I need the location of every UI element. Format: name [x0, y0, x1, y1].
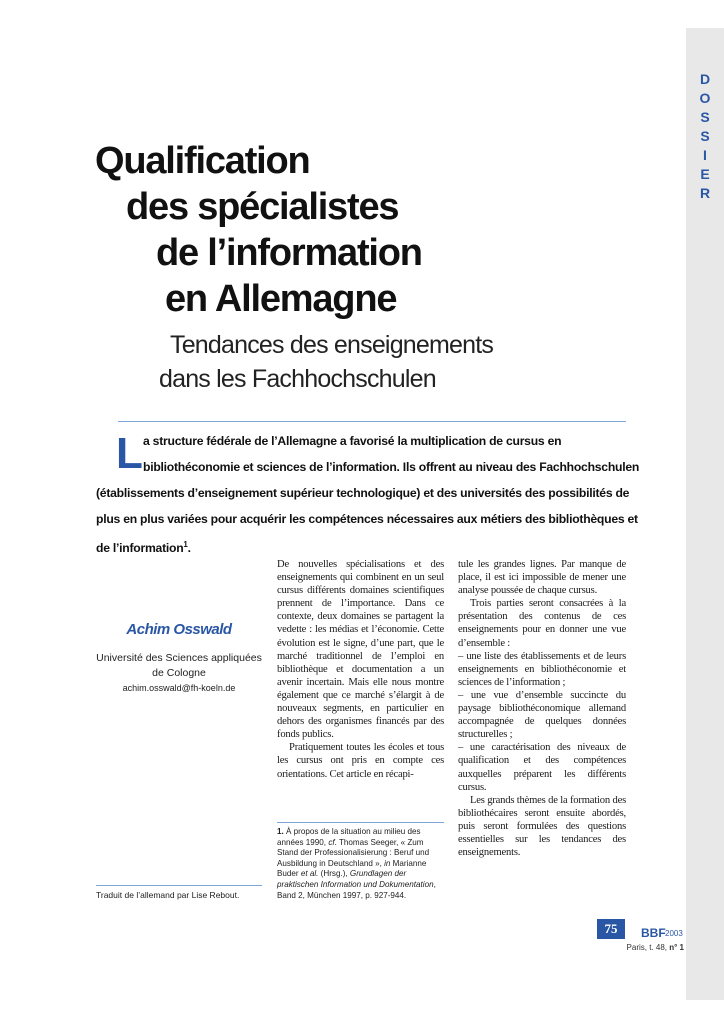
- title-line-1: Qualification: [95, 140, 310, 182]
- page-number: 75: [597, 919, 625, 939]
- lead-line-2: bibliothéconomie et sciences de l’information. Ils offrent au niveau des Fachhochschulen: [143, 460, 640, 474]
- journal-year: 2003: [665, 929, 683, 938]
- title-rule: [118, 421, 626, 422]
- lead-line-3: (établissements d’enseignement supérieur technologique) et des universités des possibilités de: [96, 486, 630, 500]
- lead-line-1: a structure fédérale de l’Allemagne a favorisé la multiplication de cursus en: [143, 434, 562, 448]
- footnote: 1. À propos de la situation au milieu des années 1990, cf. Thomas Seeger, « Zum Stand der Professionalisierung : Beruf und Ausbildung in Deutschland », in Marianne Buder et al. (Hrsg.), Grundlagen der praktischen Information und Dokumentation, Band 2, München 1997, p. 927-944.: [277, 827, 436, 900]
- issue-reference: Paris, t. 48, n° 1: [626, 943, 684, 952]
- section-label: D O S S I E R: [699, 71, 711, 201]
- paragraph: Pratiquement toutes les écoles et tous les cursus ont pris en compte ces orientations. Cet article en récapi-: [277, 742, 444, 780]
- list-item: – une liste des établissements et de leurs enseignements en bibliothéconomie et sciences de l’information ;: [458, 650, 626, 688]
- paragraph: tule les grandes lignes. Par manque de place, il est ici impossible de mener une analyse poussée de chaque cursus.: [458, 559, 626, 597]
- translator-rule: [96, 885, 262, 886]
- footnote-rule: [277, 822, 444, 823]
- author-email: achim.osswald@fh-koeln.de: [122, 683, 236, 693]
- journal-name: BBF: [641, 926, 666, 940]
- paragraph: Trois parties seront consacrées à la présentation des contenus de ces enseignements pour en donner une vue d’ensemble :: [458, 598, 626, 649]
- title-line-4: en Allemagne: [165, 278, 397, 320]
- drop-cap: L: [116, 429, 143, 478]
- lead-line-4: plus en plus variées pour acquérir les compétences nécessaires aux métiers des bibliothèques et: [96, 512, 638, 526]
- list-item: – une caractérisation des niveaux de qualification et des compétences auxquelles préparent les différents cursus.: [458, 742, 626, 793]
- subtitle-line-2: dans les Fachhochschulen: [159, 365, 436, 393]
- body-column-2: [458, 558, 626, 859]
- title-line-3: de l’information: [156, 232, 422, 274]
- author-name: Achim Osswald: [126, 621, 232, 638]
- author-affiliation: Université des Sciences appliquées de Cologne: [96, 652, 262, 679]
- title-line-2: des spécialistes: [126, 186, 399, 228]
- translator-note: Traduit de l’allemand par Lise Rebout.: [96, 890, 240, 900]
- list-item: – une vue d’ensemble succincte du paysage bibliothéconomique allemand accompagnée de quelques données structurelles ;: [458, 689, 626, 741]
- paragraph: De nouvelles spécialisations et des enseignements qui combinent en un seul cursus différents domaines scientifiques prennent de l’importance. Dans ce contexte, deux domaines se partagent la vedette : les médias et l’économie. Cette évolution est le signe, d’une part, que le marché traditionnel de l’emploi en bibliothèque et documentation a un avenir incertain. Mais elle nous montre également que ce marché s’élargit à de nouveaux segments, en particulier en dehors des organismes financés par des fonds publics.: [277, 559, 444, 741]
- lead-line-5: de l’information$^1$.: [96, 540, 191, 556]
- paragraph: Les grands thèmes de la formation des bibliothécaires seront ensuite abordés, puis seront formulées des questions essentielles sur les tendances des enseignements.: [458, 794, 626, 859]
- body-column-1: [277, 558, 444, 781]
- subtitle-line-1: Tendances des enseignements: [170, 331, 494, 359]
- footnote-ref: 1: [183, 540, 188, 549]
